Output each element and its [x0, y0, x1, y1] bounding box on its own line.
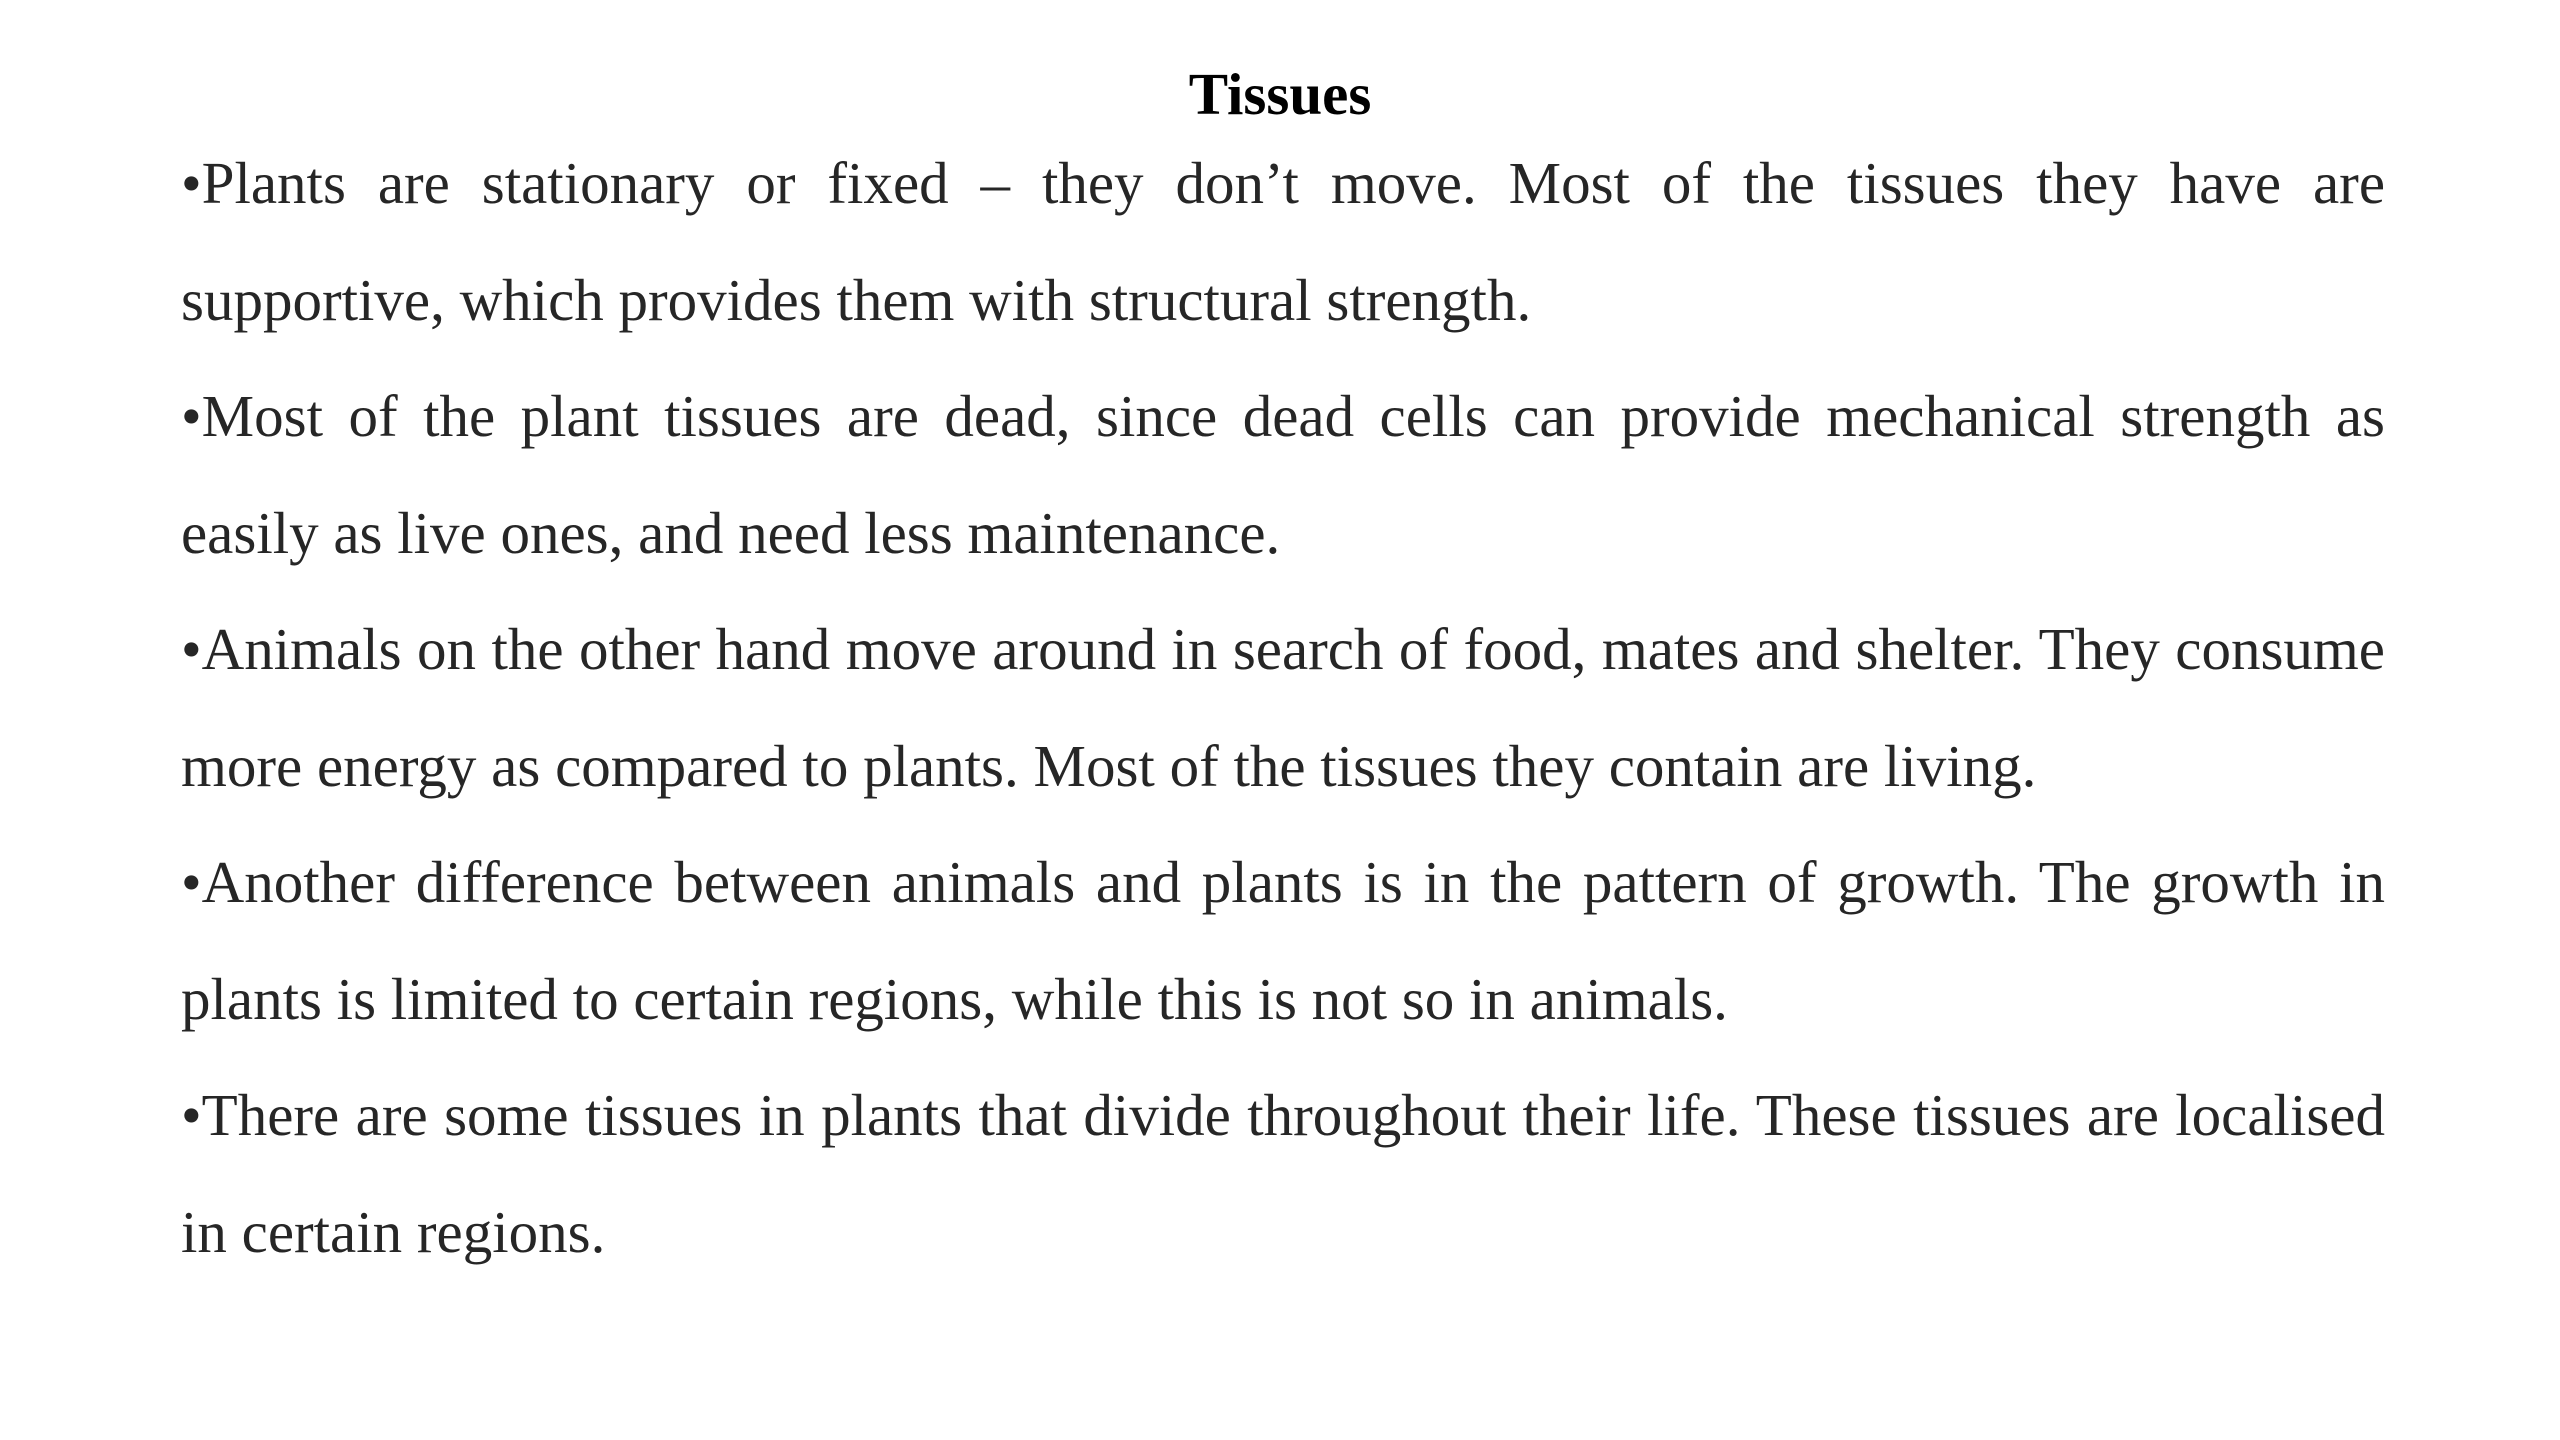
paragraph-plants-stationary: •Plants are stationary or fixed – they don’t move. Most of the tissues they have are supportive, which provides them with structural strength. [181, 150, 2385, 333]
paragraph-dead-tissues: •Most of the plant tissues are dead, since dead cells can provide mechanical strength as easily as live ones, and need less maintenance. [181, 383, 2385, 566]
paragraph-animals-move: •Animals on the other hand move around in search of food, mates and shelter. They consume more energy as compared to plants. Most of the tissues they contain are living. [181, 616, 2385, 799]
page-title: Tissues [1188, 61, 1372, 127]
paragraph-growth-pattern: •Another difference between animals and plants is in the pattern of growth. The growth in plants is limited to certain regions, while this is not so in animals. [181, 849, 2385, 1032]
body-text [181, 125, 2385, 1290]
paragraph-dividing-tissues: •There are some tissues in plants that divide throughout their life. These tissues are localised in certain regions. [181, 1082, 2385, 1265]
